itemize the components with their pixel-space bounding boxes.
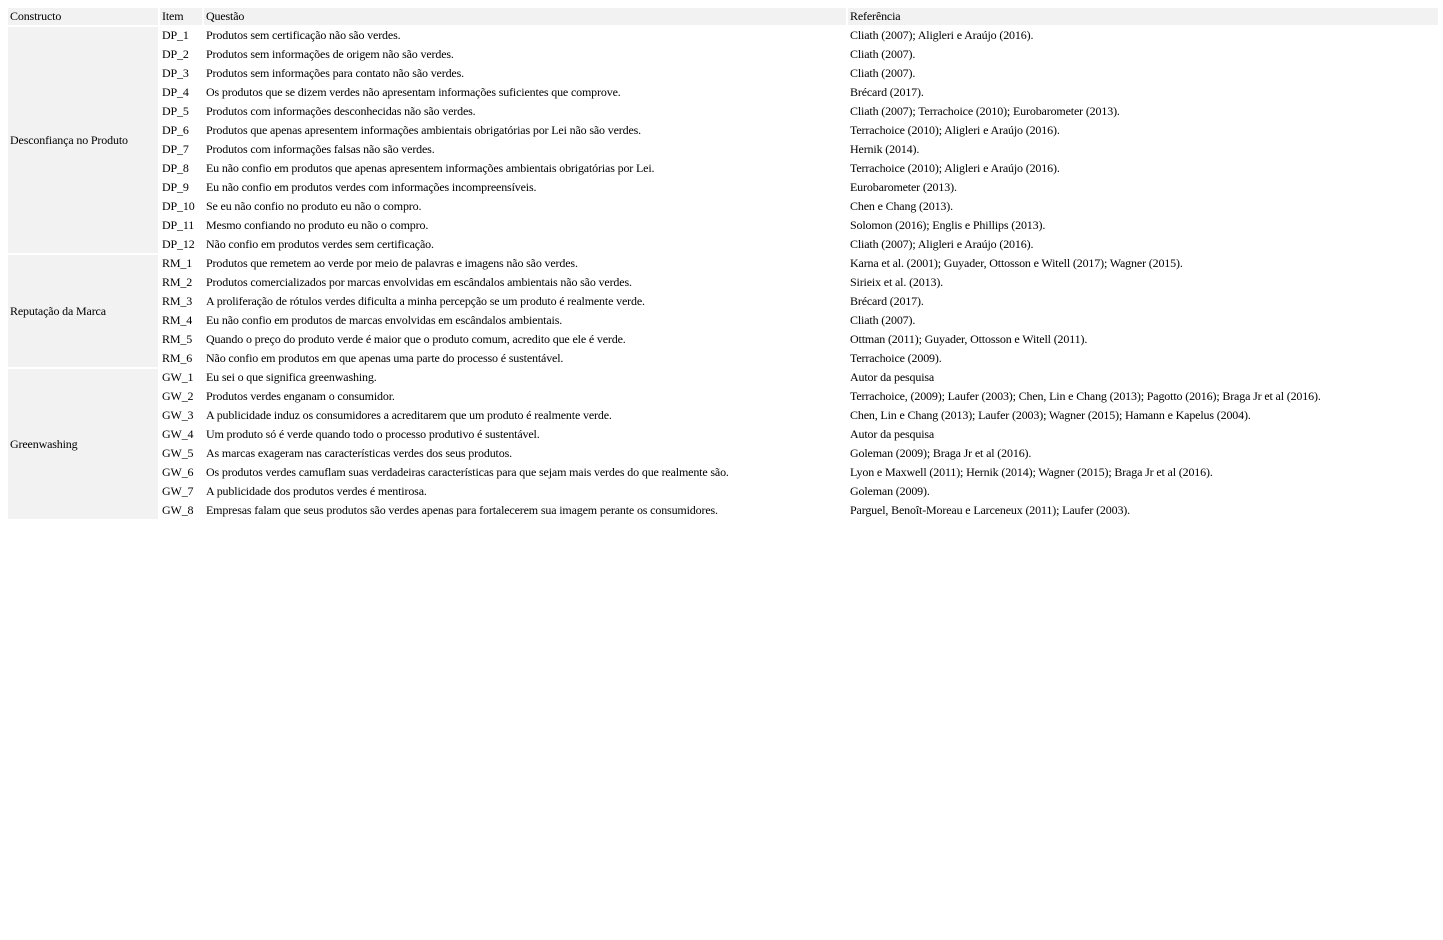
question-cell: Produtos sem informações de origem não são verdes. [206, 47, 454, 61]
item-cell: RM_5 [162, 332, 193, 346]
table-row [8, 350, 1438, 367]
reference-cell: Cliath (2007); Aligleri e Araújo (2016). [850, 28, 1034, 42]
reference-cell: Lyon e Maxwell (2011); Hernik (2014); Wagner (2015); Braga Jr et al (2016). [850, 465, 1213, 479]
question-cell: Produtos que remetem ao verde por meio de palavras e imagens não são verdes. [206, 256, 578, 270]
item-cell: DP_6 [162, 123, 189, 137]
reference-cell: Sirieix et al. (2013). [850, 275, 944, 289]
question-cell: Eu não confio em produtos que apenas apresentem informações ambientais obrigatórias por Lei. [206, 161, 655, 175]
table-row [8, 255, 1438, 272]
reference-cell: Brécard (2017). [850, 85, 924, 99]
question-cell: Produtos sem certificação não são verdes. [206, 28, 401, 42]
question-cell: Eu não confio em produtos verdes com informações incompreensíveis. [206, 180, 537, 194]
reference-cell: Parguel, Benoît-Moreau e Larceneux (2011); Laufer (2003). [850, 503, 1131, 517]
construct-cell: Desconfiança no Produto [8, 27, 158, 253]
table-row [8, 293, 1438, 310]
item-cell: DP_4 [162, 85, 189, 99]
question-cell: A publicidade induz os consumidores a acreditarem que um produto é realmente verde. [206, 408, 612, 422]
item-cell: GW_3 [162, 408, 194, 422]
table-row [8, 179, 1438, 196]
question-cell: A proliferação de rótulos verdes dificulta a minha percepção se um produto é realmente verde. [206, 294, 645, 308]
construct-cell: Reputação da Marca [8, 255, 158, 367]
reference-cell: Goleman (2009); Braga Jr et al (2016). [850, 446, 1032, 460]
question-cell: Produtos comercializados por marcas envolvidas em escândalos ambientais não são verdes. [206, 275, 632, 289]
table-row [8, 445, 1438, 462]
question-cell: Mesmo confiando no produto eu não o compro. [206, 218, 429, 232]
question-cell: Produtos verdes enganam o consumidor. [206, 389, 395, 403]
reference-cell: Ottman (2011); Guyader, Ottosson e Witell (2011). [850, 332, 1088, 346]
item-cell: GW_2 [162, 389, 194, 403]
table-row [8, 312, 1438, 329]
reference-cell: Terrachoice (2010); Aligleri e Araújo (2016). [850, 123, 1060, 137]
item-cell: DP_8 [162, 161, 189, 175]
table-row [8, 160, 1438, 177]
reference-cell: Cliath (2007). [850, 66, 916, 80]
reference-cell: Terrachoice, (2009); Laufer (2003); Chen, Lin e Chang (2013); Pagotto (2016); Braga Jr et al (2016). [850, 389, 1321, 403]
table-row [8, 464, 1438, 481]
item-cell: GW_4 [162, 427, 194, 441]
item-cell: GW_5 [162, 446, 194, 460]
item-cell: DP_10 [162, 199, 195, 213]
table-row [8, 198, 1438, 215]
item-cell: GW_1 [162, 370, 194, 384]
item-cell: GW_7 [162, 484, 194, 498]
question-cell: Eu sei o que significa greenwashing. [206, 370, 377, 384]
question-cell: Se eu não confio no produto eu não o compro. [206, 199, 422, 213]
table-row [8, 274, 1438, 291]
question-cell: Produtos que apenas apresentem informações ambientais obrigatórias por Lei não são verdes. [206, 123, 642, 137]
question-cell: Empresas falam que seus produtos são verdes apenas para fortalecerem sua imagem perante os consumidores. [206, 503, 718, 517]
item-cell: DP_1 [162, 28, 189, 42]
reference-cell: Cliath (2007). [850, 313, 916, 327]
survey-items-table [6, 6, 1440, 521]
question-cell: Produtos sem informações para contato não são verdes. [206, 66, 464, 80]
question-cell: Produtos com informações falsas não são verdes. [206, 142, 435, 156]
reference-cell: Cliath (2007); Aligleri e Araújo (2016). [850, 237, 1034, 251]
item-cell: RM_1 [162, 256, 193, 270]
table-row [8, 84, 1438, 101]
table-row [8, 65, 1438, 82]
table-row [8, 122, 1438, 139]
reference-cell: Chen, Lin e Chang (2013); Laufer (2003); Wagner (2015); Hamann e Kapelus (2004). [850, 408, 1251, 422]
item-cell: DP_11 [162, 218, 195, 232]
item-cell: GW_8 [162, 503, 194, 517]
header-item: Item [160, 8, 202, 25]
table-row [8, 331, 1438, 348]
item-cell: DP_5 [162, 104, 189, 118]
header-row [8, 8, 1438, 25]
header-question: Questão [204, 8, 846, 25]
reference-cell: Hernik (2014). [850, 142, 920, 156]
question-cell: Não confio em produtos em que apenas uma parte do processo é sustentável. [206, 351, 564, 365]
question-cell: Produtos com informações desconhecidas não são verdes. [206, 104, 476, 118]
item-cell: GW_6 [162, 465, 194, 479]
reference-cell: Terrachoice (2010); Aligleri e Araújo (2016). [850, 161, 1060, 175]
table-row [8, 217, 1438, 234]
item-cell: DP_9 [162, 180, 189, 194]
table-row [8, 103, 1438, 120]
question-cell: Um produto só é verde quando todo o processo produtivo é sustentável. [206, 427, 540, 441]
question-cell: A publicidade dos produtos verdes é mentirosa. [206, 484, 427, 498]
table-row [8, 407, 1438, 424]
item-cell: DP_2 [162, 47, 189, 61]
item-cell: RM_2 [162, 275, 193, 289]
construct-cell: Greenwashing [8, 369, 158, 519]
reference-cell: Chen e Chang (2013). [850, 199, 953, 213]
table-row [8, 46, 1438, 63]
reference-cell: Eurobarometer (2013). [850, 180, 957, 194]
reference-cell: Cliath (2007); Terrachoice (2010); Eurobarometer (2013). [850, 104, 1120, 118]
table-body [8, 27, 1438, 519]
question-cell: Quando o preço do produto verde é maior que o produto comum, acredito que ele é verde. [206, 332, 626, 346]
question-cell: As marcas exageram nas características verdes dos seus produtos. [206, 446, 512, 460]
item-cell: RM_4 [162, 313, 193, 327]
table-row [8, 483, 1438, 500]
reference-cell: Autor da pesquisa [850, 370, 935, 384]
question-cell: Eu não confio em produtos de marcas envolvidas em escândalos ambientais. [206, 313, 563, 327]
item-cell: DP_12 [162, 237, 195, 251]
item-cell: DP_3 [162, 66, 189, 80]
item-cell: RM_3 [162, 294, 193, 308]
reference-cell: Autor da pesquisa [850, 427, 935, 441]
reference-cell: Terrachoice (2009). [850, 351, 942, 365]
reference-cell: Karna et al. (2001); Guyader, Ottosson e Witell (2017); Wagner (2015). [850, 256, 1183, 270]
table-row [8, 236, 1438, 253]
table-row [8, 141, 1438, 158]
reference-cell: Cliath (2007). [850, 47, 916, 61]
question-cell: Os produtos verdes camuflam suas verdadeiras características para que sejam mais verdes do que realmente são. [206, 465, 729, 479]
table-row [8, 388, 1438, 405]
table-row [8, 426, 1438, 443]
table-row [8, 502, 1438, 519]
reference-cell: Goleman (2009). [850, 484, 930, 498]
item-cell: RM_6 [162, 351, 193, 365]
reference-cell: Solomon (2016); Englis e Phillips (2013). [850, 218, 1046, 232]
item-cell: DP_7 [162, 142, 189, 156]
question-cell: Não confio em produtos verdes sem certificação. [206, 237, 434, 251]
header-reference: Referência [848, 8, 1438, 25]
table-row [8, 369, 1438, 386]
header-construct: Constructo [8, 8, 158, 25]
table-row [8, 27, 1438, 44]
question-cell: Os produtos que se dizem verdes não apresentam informações suficientes que comprove. [206, 85, 621, 99]
reference-cell: Brécard (2017). [850, 294, 924, 308]
